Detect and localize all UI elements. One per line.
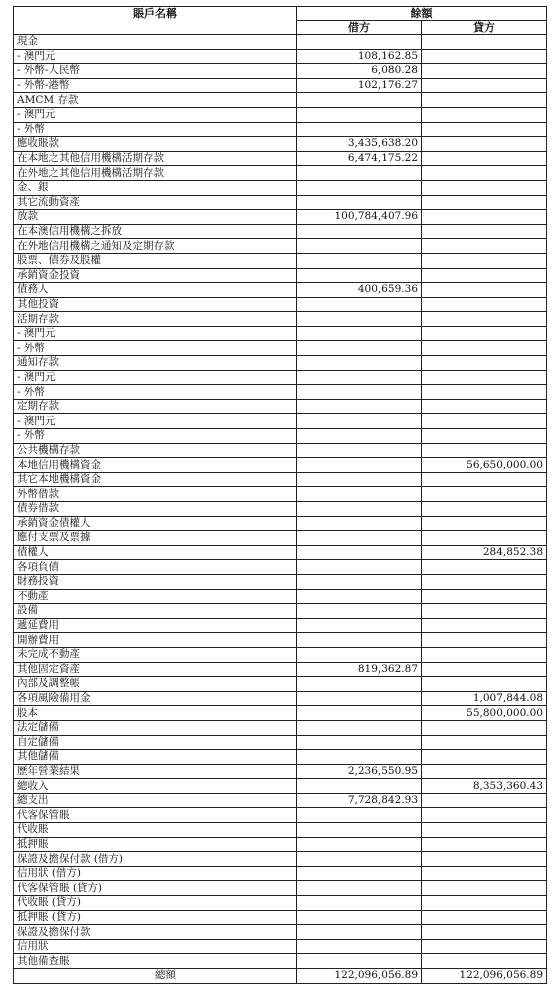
table-row	[14, 939, 547, 954]
credit-cell	[422, 852, 547, 867]
debit-cell	[297, 750, 422, 765]
debit-cell: 6,080.28	[297, 64, 422, 79]
debit-cell	[297, 472, 422, 487]
account-name-cell: 股票、債券及股權	[14, 253, 297, 268]
credit-cell	[422, 896, 547, 911]
credit-cell	[422, 370, 547, 385]
credit-cell	[422, 647, 547, 662]
credit-cell	[422, 443, 547, 458]
credit-header: 貸方	[422, 21, 547, 35]
credit-cell	[422, 793, 547, 808]
credit-cell	[422, 399, 547, 414]
account-name-cell: 放款	[14, 210, 297, 225]
debit-cell	[297, 896, 422, 911]
credit-cell	[422, 283, 547, 298]
credit-cell	[422, 64, 547, 79]
table-row	[14, 414, 547, 429]
account-name-cell: 金、銀	[14, 180, 297, 195]
table-row	[14, 545, 547, 560]
table-row	[14, 910, 547, 925]
account-name-cell: - 澳門元	[14, 414, 297, 429]
account-name-cell: 承銷資金債權人	[14, 516, 297, 531]
table-body	[14, 35, 547, 969]
balance-header: 餘額	[297, 7, 547, 21]
account-name-cell: 信用狀	[14, 939, 297, 954]
credit-cell	[422, 210, 547, 225]
debit-header: 借方	[297, 21, 422, 35]
debit-cell	[297, 180, 422, 195]
debit-cell: 100,784,407.96	[297, 210, 422, 225]
debit-cell	[297, 224, 422, 239]
credit-cell	[422, 720, 547, 735]
account-name-cell: 遞延費用	[14, 618, 297, 633]
account-name-cell: 財務投資	[14, 574, 297, 589]
table-row	[14, 560, 547, 575]
account-name-cell: 其他儲備	[14, 750, 297, 765]
table-row	[14, 93, 547, 108]
account-name-cell: 現金	[14, 35, 297, 50]
account-name-cell: 其他固定資產	[14, 662, 297, 677]
account-name-cell: - 外幣	[14, 429, 297, 444]
debit-cell	[297, 954, 422, 969]
credit-cell	[422, 939, 547, 954]
credit-cell	[422, 297, 547, 312]
account-name-cell: 開辦費用	[14, 633, 297, 648]
table-row	[14, 618, 547, 633]
debit-cell	[297, 604, 422, 619]
debit-cell: 102,176.27	[297, 78, 422, 93]
credit-cell	[422, 253, 547, 268]
credit-cell	[422, 239, 547, 254]
table-row	[14, 356, 547, 371]
table-row	[14, 399, 547, 414]
debit-cell: 7,728,842.93	[297, 793, 422, 808]
table-row	[14, 662, 547, 677]
credit-cell	[422, 750, 547, 765]
table-row	[14, 137, 547, 152]
credit-cell: 1,007,844.08	[422, 691, 547, 706]
credit-cell	[422, 341, 547, 356]
credit-cell	[422, 560, 547, 575]
total-debit: 122,096,056.89	[297, 969, 422, 984]
account-name-cell: 總支出	[14, 793, 297, 808]
credit-cell	[422, 487, 547, 502]
account-name-cell: 應付支票及票據	[14, 531, 297, 546]
debit-cell	[297, 925, 422, 940]
account-name-cell: 承銷資金投資	[14, 268, 297, 283]
account-name-cell: - 澳門元	[14, 326, 297, 341]
debit-cell	[297, 881, 422, 896]
table-row	[14, 64, 547, 79]
credit-cell	[422, 472, 547, 487]
debit-cell	[297, 647, 422, 662]
table-row	[14, 793, 547, 808]
total-row	[14, 969, 547, 984]
account-name-cell: 應收賬款	[14, 137, 297, 152]
table-row	[14, 341, 547, 356]
debit-cell	[297, 837, 422, 852]
table-row	[14, 691, 547, 706]
debit-cell	[297, 691, 422, 706]
account-name-cell: 代客保管賬 (貸方)	[14, 881, 297, 896]
debit-cell	[297, 823, 422, 838]
account-name-cell: 定期存款	[14, 399, 297, 414]
debit-cell: 2,236,550.95	[297, 764, 422, 779]
table-row	[14, 326, 547, 341]
table-row	[14, 472, 547, 487]
table-row	[14, 516, 547, 531]
debit-cell	[297, 866, 422, 881]
total-label: 總額	[14, 969, 297, 984]
table-row	[14, 574, 547, 589]
table-row	[14, 837, 547, 852]
table-row	[14, 604, 547, 619]
credit-cell: 55,800,000.00	[422, 706, 547, 721]
table-row	[14, 224, 547, 239]
debit-cell	[297, 735, 422, 750]
account-name-cell: - 外幣	[14, 122, 297, 137]
table-row	[14, 151, 547, 166]
debit-cell	[297, 195, 422, 210]
credit-cell	[422, 866, 547, 881]
account-name-cell: 在外地信用機構之通知及定期存款	[14, 239, 297, 254]
debit-cell	[297, 268, 422, 283]
debit-cell: 108,162.85	[297, 49, 422, 64]
account-name-cell: 法定儲備	[14, 720, 297, 735]
debit-cell	[297, 910, 422, 925]
credit-cell	[422, 516, 547, 531]
table-row	[14, 735, 547, 750]
debit-cell	[297, 502, 422, 517]
account-name-cell: 總收入	[14, 779, 297, 794]
account-name-cell: 本地信用機構資金	[14, 458, 297, 473]
credit-cell	[422, 122, 547, 137]
credit-cell	[422, 881, 547, 896]
table-row	[14, 589, 547, 604]
table-row	[14, 954, 547, 969]
debit-cell	[297, 122, 422, 137]
credit-cell	[422, 151, 547, 166]
debit-cell: 819,362.87	[297, 662, 422, 677]
debit-cell	[297, 166, 422, 181]
trial-balance-table	[13, 6, 547, 984]
table-row	[14, 720, 547, 735]
account-name-cell: - 外幣-港幣	[14, 78, 297, 93]
credit-cell	[422, 107, 547, 122]
debit-cell	[297, 677, 422, 692]
debit-cell	[297, 93, 422, 108]
table-row	[14, 195, 547, 210]
credit-cell	[422, 677, 547, 692]
debit-cell	[297, 414, 422, 429]
total-credit: 122,096,056.89	[422, 969, 547, 984]
debit-cell	[297, 385, 422, 400]
account-name-cell: - 澳門元	[14, 107, 297, 122]
account-name-cell: 保證及擔保付款	[14, 925, 297, 940]
table-row	[14, 312, 547, 327]
account-name-header: 賬戶名稱	[14, 7, 297, 35]
table-row	[14, 487, 547, 502]
table-row	[14, 750, 547, 765]
account-name-cell: 公共機構存款	[14, 443, 297, 458]
credit-cell	[422, 78, 547, 93]
credit-cell	[422, 823, 547, 838]
credit-cell	[422, 93, 547, 108]
account-name-cell: 保證及擔保付款 (借方)	[14, 852, 297, 867]
debit-cell	[297, 297, 422, 312]
account-name-cell: - 外幣	[14, 385, 297, 400]
table-row	[14, 896, 547, 911]
account-name-cell: 在本澳信用機構之拆放	[14, 224, 297, 239]
account-name-cell: 各項負債	[14, 560, 297, 575]
account-name-cell: 其他投資	[14, 297, 297, 312]
debit-cell	[297, 443, 422, 458]
table-row	[14, 764, 547, 779]
account-name-cell: 不動產	[14, 589, 297, 604]
credit-cell	[422, 604, 547, 619]
debit-cell	[297, 852, 422, 867]
credit-cell	[422, 414, 547, 429]
debit-cell	[297, 399, 422, 414]
credit-cell	[422, 385, 547, 400]
account-name-cell: - 外幣-人民幣	[14, 64, 297, 79]
debit-cell	[297, 253, 422, 268]
table-row	[14, 180, 547, 195]
credit-cell	[422, 954, 547, 969]
debit-cell	[297, 560, 422, 575]
table-row	[14, 458, 547, 473]
table-row	[14, 647, 547, 662]
credit-cell	[422, 633, 547, 648]
table-row	[14, 429, 547, 444]
credit-cell	[422, 224, 547, 239]
credit-cell	[422, 531, 547, 546]
table-row	[14, 370, 547, 385]
debit-cell	[297, 429, 422, 444]
credit-cell: 284,852.38	[422, 545, 547, 560]
account-name-cell: 外幣借款	[14, 487, 297, 502]
credit-cell	[422, 166, 547, 181]
debit-cell	[297, 341, 422, 356]
debit-cell	[297, 107, 422, 122]
account-name-cell: 自定儲備	[14, 735, 297, 750]
account-name-cell: - 澳門元	[14, 49, 297, 64]
account-name-cell: 未完成不動產	[14, 647, 297, 662]
credit-cell	[422, 49, 547, 64]
account-name-cell: AMCM 存款	[14, 93, 297, 108]
debit-cell	[297, 487, 422, 502]
account-name-cell: 其他備查賬	[14, 954, 297, 969]
table-row	[14, 78, 547, 93]
credit-cell	[422, 268, 547, 283]
debit-cell	[297, 516, 422, 531]
credit-cell	[422, 195, 547, 210]
table-row	[14, 925, 547, 940]
debit-cell	[297, 574, 422, 589]
account-name-cell: 內部及調整帳	[14, 677, 297, 692]
table-row	[14, 107, 547, 122]
account-name-cell: 通知存款	[14, 356, 297, 371]
credit-cell: 8,353,360.43	[422, 779, 547, 794]
account-name-cell: 其它流動資產	[14, 195, 297, 210]
account-name-cell: 債權人	[14, 545, 297, 560]
credit-cell	[422, 662, 547, 677]
credit-cell	[422, 735, 547, 750]
debit-cell	[297, 779, 422, 794]
table-row	[14, 443, 547, 458]
debit-cell	[297, 326, 422, 341]
credit-cell	[422, 837, 547, 852]
table-row	[14, 808, 547, 823]
table-row	[14, 852, 547, 867]
debit-cell	[297, 531, 422, 546]
debit-cell	[297, 35, 422, 50]
debit-cell	[297, 370, 422, 385]
debit-cell	[297, 939, 422, 954]
account-name-cell: 在外地之其他信用機構活期存款	[14, 166, 297, 181]
table-row	[14, 866, 547, 881]
debit-cell: 3,435,638.20	[297, 137, 422, 152]
account-name-cell: 在本地之其他信用機構活期存款	[14, 151, 297, 166]
credit-cell	[422, 326, 547, 341]
table-row	[14, 881, 547, 896]
table-row	[14, 531, 547, 546]
account-name-cell: 活期存款	[14, 312, 297, 327]
account-name-cell: 代收賬	[14, 823, 297, 838]
credit-cell	[422, 180, 547, 195]
credit-cell	[422, 618, 547, 633]
debit-cell	[297, 458, 422, 473]
table-row	[14, 779, 547, 794]
debit-cell	[297, 589, 422, 604]
table-row	[14, 268, 547, 283]
debit-cell	[297, 618, 422, 633]
debit-cell	[297, 312, 422, 327]
table-row	[14, 122, 547, 137]
debit-cell	[297, 720, 422, 735]
debit-cell	[297, 545, 422, 560]
credit-cell	[422, 764, 547, 779]
account-name-cell: 設備	[14, 604, 297, 619]
account-name-cell: 抵押賬 (貸方)	[14, 910, 297, 925]
debit-cell	[297, 706, 422, 721]
credit-cell	[422, 312, 547, 327]
account-name-cell: 債券借款	[14, 502, 297, 517]
credit-cell	[422, 808, 547, 823]
table-header	[14, 7, 547, 35]
debit-cell	[297, 633, 422, 648]
credit-cell	[422, 589, 547, 604]
credit-cell	[422, 35, 547, 50]
account-name-cell: - 外幣	[14, 341, 297, 356]
credit-cell	[422, 429, 547, 444]
credit-cell	[422, 356, 547, 371]
table-row	[14, 239, 547, 254]
credit-cell	[422, 925, 547, 940]
table-row	[14, 297, 547, 312]
account-name-cell: 各項風險備用金	[14, 691, 297, 706]
table-row	[14, 823, 547, 838]
debit-cell: 6,474,175.22	[297, 151, 422, 166]
table-row	[14, 166, 547, 181]
table-row	[14, 283, 547, 298]
table-row	[14, 633, 547, 648]
account-name-cell: 抵押賬	[14, 837, 297, 852]
debit-cell	[297, 808, 422, 823]
credit-cell: 56,650,000.00	[422, 458, 547, 473]
account-name-cell: 信用狀 (借方)	[14, 866, 297, 881]
account-name-cell: 代客保管賬	[14, 808, 297, 823]
account-name-cell: 歷年營業結果	[14, 764, 297, 779]
credit-cell	[422, 137, 547, 152]
table-row	[14, 35, 547, 50]
credit-cell	[422, 574, 547, 589]
account-name-cell: 股本	[14, 706, 297, 721]
account-name-cell: 代收賬 (貸方)	[14, 896, 297, 911]
table-row	[14, 49, 547, 64]
debit-cell: 400,659.36	[297, 283, 422, 298]
account-name-cell: - 澳門元	[14, 370, 297, 385]
table-row	[14, 210, 547, 225]
debit-cell	[297, 239, 422, 254]
table-row	[14, 502, 547, 517]
credit-cell	[422, 502, 547, 517]
table-row	[14, 706, 547, 721]
debit-cell	[297, 356, 422, 371]
account-name-cell: 債務人	[14, 283, 297, 298]
table-row	[14, 385, 547, 400]
account-name-cell: 其它本地機構資金	[14, 472, 297, 487]
credit-cell	[422, 910, 547, 925]
table-row	[14, 253, 547, 268]
table-row	[14, 677, 547, 692]
